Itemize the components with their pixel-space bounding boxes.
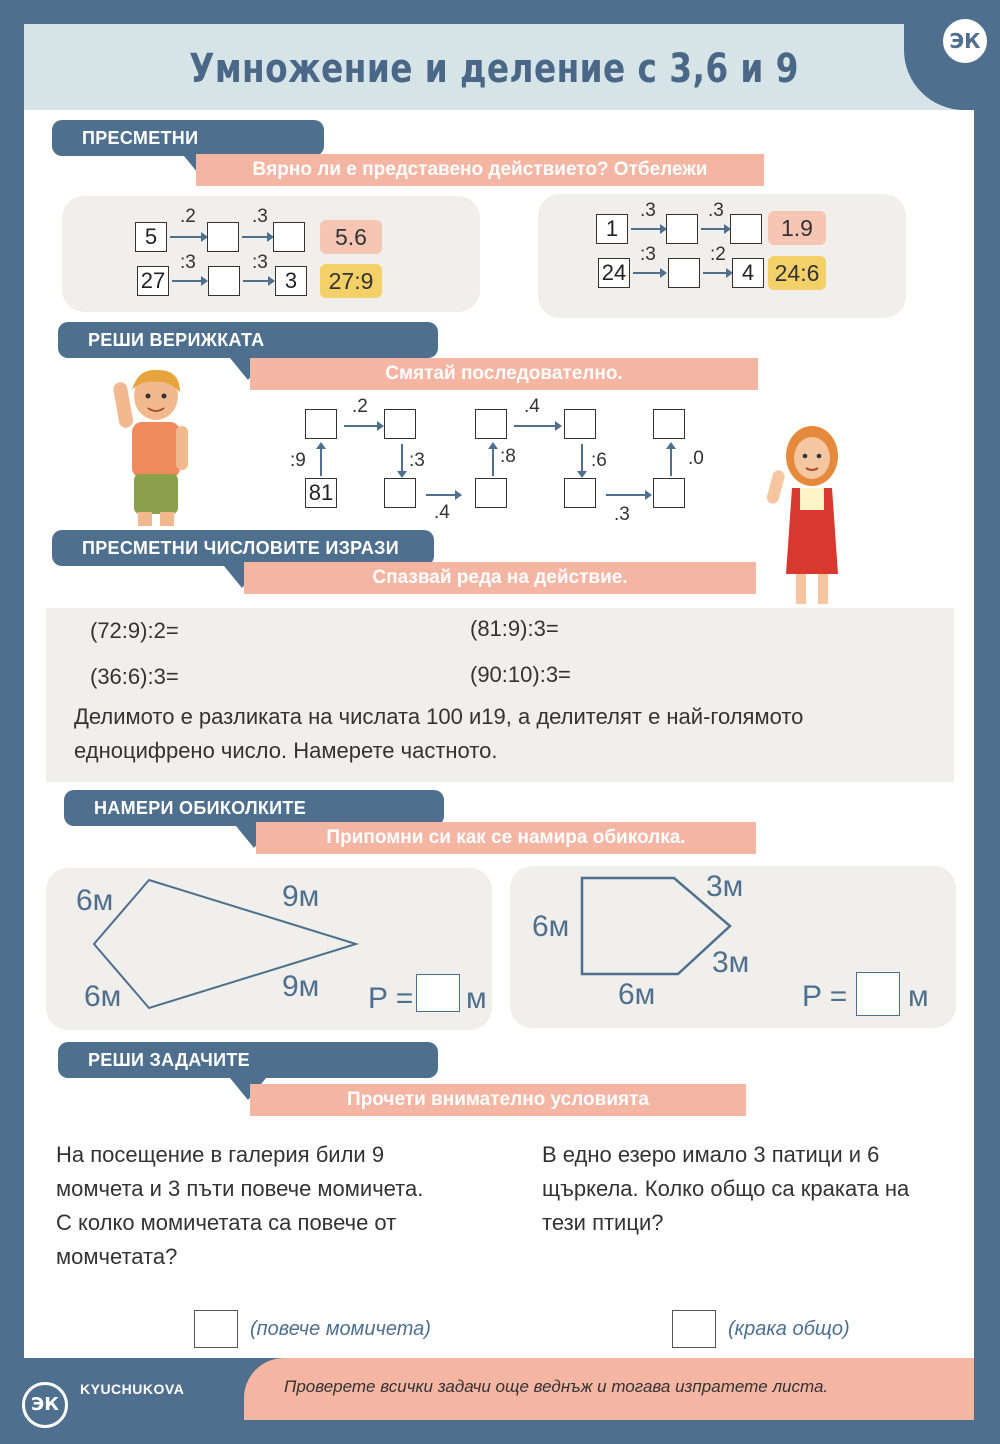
expression: (90:10):3= bbox=[470, 662, 571, 687]
expression: (72:9):2= bbox=[90, 618, 179, 643]
panel-chain-left bbox=[62, 196, 480, 312]
side-length: 6м bbox=[76, 884, 114, 917]
perimeter-label: P = bbox=[368, 982, 414, 1015]
operation-label: :8 bbox=[500, 446, 516, 467]
task2-line: щъркела. Колко общо са краката на bbox=[542, 1176, 910, 1201]
expression-tag[interactable]: 27:9 bbox=[320, 264, 382, 298]
answer-box[interactable] bbox=[384, 478, 416, 508]
answer-box[interactable] bbox=[475, 478, 507, 508]
unit-label: м bbox=[908, 980, 929, 1013]
chain-start-box: 5 bbox=[135, 222, 167, 252]
operation-label: .3 bbox=[252, 206, 268, 227]
worksheet-page bbox=[24, 24, 974, 1420]
brand-name: KYUCHUKOVA bbox=[80, 1381, 185, 1397]
answer-box[interactable] bbox=[208, 266, 240, 296]
operation-label: .3 bbox=[708, 200, 724, 221]
arrow bbox=[703, 272, 731, 274]
task1-line: момчетата? bbox=[56, 1244, 178, 1269]
expression-tag[interactable]: 5.6 bbox=[320, 220, 382, 254]
operation-label: :3 bbox=[252, 252, 268, 273]
section-heading-tasks: РЕШИ ЗАДАЧИТЕ bbox=[58, 1042, 438, 1078]
answer-box[interactable] bbox=[207, 222, 239, 252]
chain-end-box: 4 bbox=[732, 258, 764, 288]
arrow bbox=[701, 228, 729, 230]
section-subheading: Прочети внимателно условията bbox=[250, 1084, 746, 1116]
answer-box[interactable] bbox=[564, 478, 596, 508]
perimeter-label: P = bbox=[802, 980, 848, 1013]
chain-start-box: 1 bbox=[596, 214, 628, 244]
task2-answer-box[interactable] bbox=[672, 1310, 716, 1348]
task1-line: На посещение в галерия били 9 bbox=[56, 1142, 385, 1167]
answer-box[interactable] bbox=[564, 409, 596, 439]
task1-line: С колко момичетата са повече от bbox=[56, 1210, 397, 1235]
arrow bbox=[606, 494, 650, 496]
word-problem-line: Делимото е разликата на числата 100 и19, а делителят е най-голямото bbox=[74, 704, 804, 729]
side-length: 3м bbox=[712, 946, 750, 979]
chain-start-box: 81 bbox=[305, 478, 337, 508]
side-length: 3м bbox=[706, 870, 744, 903]
arrow bbox=[514, 425, 560, 427]
section-heading-perimeters: НАМЕРИ ОБИКОЛКИТЕ bbox=[64, 790, 444, 826]
chain-end-box: 3 bbox=[275, 266, 307, 296]
footer-logo-icon: ЭК bbox=[22, 1382, 68, 1428]
answer-box[interactable] bbox=[668, 258, 700, 288]
operation-label: :6 bbox=[591, 450, 607, 471]
arrow bbox=[320, 444, 322, 476]
chain-start-box: 24 bbox=[598, 258, 630, 288]
operation-label: :3 bbox=[640, 244, 656, 265]
operation-label: .3 bbox=[640, 200, 656, 221]
answer-box[interactable] bbox=[273, 222, 305, 252]
answer-box[interactable] bbox=[305, 409, 337, 439]
expression: (36:6):3= bbox=[90, 664, 179, 689]
panel-shape-kite bbox=[46, 868, 492, 1030]
arrow bbox=[344, 425, 382, 427]
operation-label: .2 bbox=[352, 396, 368, 417]
operation-label: :3 bbox=[409, 450, 425, 471]
section-heading-chain: РЕШИ ВЕРИЖКАТА bbox=[58, 322, 438, 358]
arrow bbox=[633, 272, 665, 274]
expression-tag[interactable]: 1.9 bbox=[768, 211, 826, 245]
task2-line: тези птици? bbox=[542, 1210, 664, 1235]
answer-box[interactable] bbox=[475, 409, 507, 439]
section-subheading: Спазвай реда на действие. bbox=[244, 562, 756, 594]
side-length: 9м bbox=[282, 970, 320, 1003]
word-problem-line: едноцифрено число. Намерете частното. bbox=[74, 738, 498, 763]
task2-line: В едно езеро имало 3 патици и 6 bbox=[542, 1142, 880, 1167]
arrow bbox=[492, 444, 494, 476]
expression: (81:9):3= bbox=[470, 616, 559, 641]
perimeter-answer-box[interactable] bbox=[416, 974, 460, 1012]
footer-note: Проверете всички задачи още веднъж и тогава изпратете листа. bbox=[284, 1377, 829, 1396]
arrow bbox=[401, 444, 403, 476]
unit-label: м bbox=[466, 982, 487, 1015]
arrow bbox=[170, 236, 206, 238]
boy-illustration bbox=[108, 364, 208, 530]
side-length: 9м bbox=[282, 880, 320, 913]
panel-expressions bbox=[46, 608, 954, 782]
operation-label: .0 bbox=[688, 448, 704, 469]
operation-label: .3 bbox=[614, 504, 630, 525]
task1-answer-box[interactable] bbox=[194, 1310, 238, 1348]
perimeter-answer-box[interactable] bbox=[856, 972, 900, 1016]
answer-box[interactable] bbox=[653, 409, 685, 439]
side-length: 6м bbox=[84, 980, 122, 1013]
arrow bbox=[243, 280, 273, 282]
side-length: 6м bbox=[532, 910, 570, 943]
section-heading-expressions: ПРЕСМЕТНИ ЧИСЛОВИТЕ ИЗРАЗИ bbox=[52, 530, 434, 566]
arrow bbox=[631, 228, 665, 230]
chain-start-box: 27 bbox=[137, 266, 169, 296]
footer-bar bbox=[24, 1358, 974, 1420]
operation-label: :3 bbox=[180, 252, 196, 273]
task1-line: момчета и 3 пъти повече момичета. bbox=[56, 1176, 424, 1201]
operation-label: .2 bbox=[180, 206, 196, 227]
operation-label: :2 bbox=[710, 244, 726, 265]
section-subheading: Припомни си как се намира обиколка. bbox=[256, 822, 756, 854]
operation-label: .4 bbox=[524, 396, 540, 417]
section-subheading: Вярно ли е представено действието? Отбележи bbox=[196, 154, 764, 186]
task1-answer-label: (повече момичета) bbox=[250, 1318, 431, 1340]
answer-box[interactable] bbox=[730, 214, 762, 244]
task2-answer-label: (крака общо) bbox=[728, 1318, 850, 1340]
arrow bbox=[581, 444, 583, 476]
operation-label: .4 bbox=[434, 502, 450, 523]
panel-chain-right bbox=[538, 194, 906, 318]
logo-icon: ЭК bbox=[940, 16, 990, 66]
answer-box[interactable] bbox=[666, 214, 698, 244]
arrow bbox=[670, 444, 672, 476]
answer-box[interactable] bbox=[653, 478, 685, 508]
section-subheading: Смятай последователно. bbox=[250, 358, 758, 390]
page-title: Умножение и деление с 3,6 и 9 bbox=[189, 46, 799, 92]
section-heading-calculate: ПРЕСМЕТНИ bbox=[52, 120, 324, 156]
arrow bbox=[426, 494, 460, 496]
arrow bbox=[242, 236, 272, 238]
girl-illustration bbox=[766, 414, 856, 606]
panel-shape-pentagon bbox=[510, 866, 956, 1028]
answer-box[interactable] bbox=[384, 409, 416, 439]
expression-tag[interactable]: 24:6 bbox=[768, 256, 826, 290]
side-length: 6м bbox=[618, 978, 656, 1011]
arrow bbox=[172, 280, 206, 282]
operation-label: :9 bbox=[290, 450, 306, 471]
